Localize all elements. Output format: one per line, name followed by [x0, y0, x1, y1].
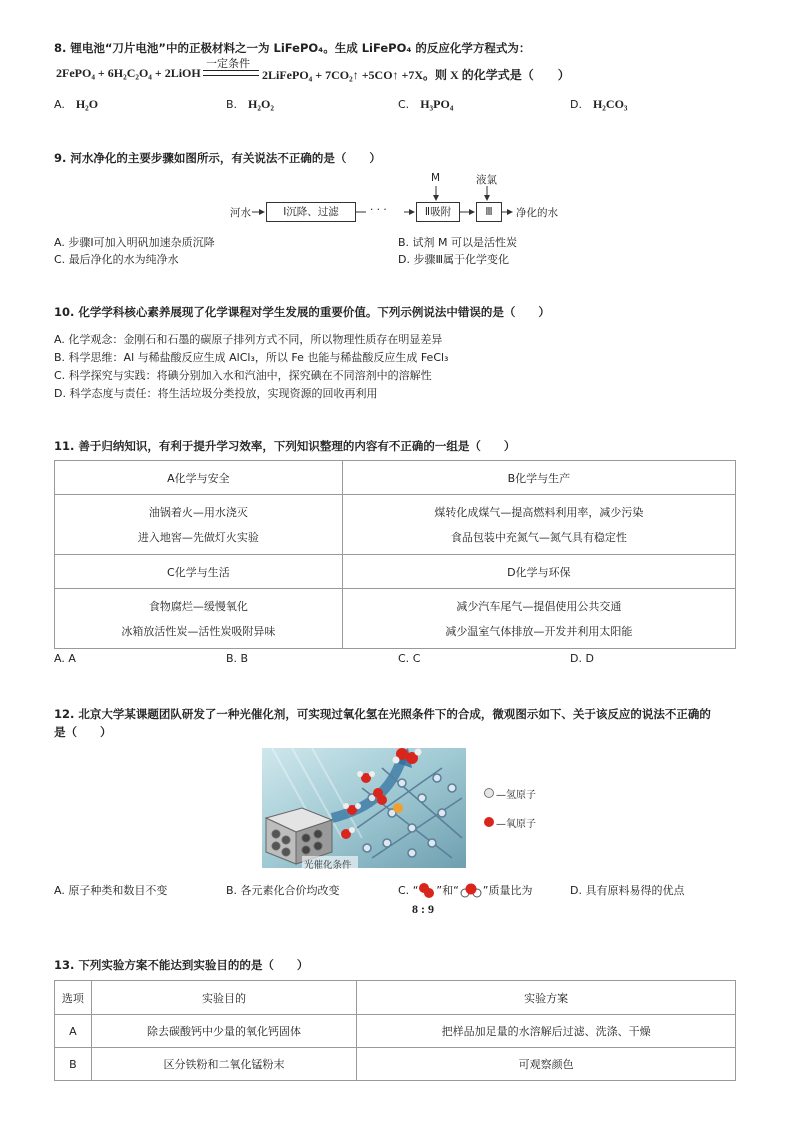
q11-stem: 11. 善于归纳知识，有利于提升学习效率，下列知识整理的内容有不正确的一组是（ ） [54, 439, 516, 453]
q13-table [54, 980, 736, 1081]
flow-step2-box: Ⅱ吸附 [416, 202, 460, 222]
q12-stem-line2: 是（ ） [54, 725, 112, 739]
q8-equation-right: 2LiFePO₄ + 7CO₂↑ +5CO↑ +7X。则 X 的化学式是（ ） [262, 68, 570, 82]
q12-image-caption: 光催化条件 [304, 860, 352, 871]
q8-equation-left: 2FePO₄ + 6H₂C₂O₄ + 2LiOH [56, 66, 201, 80]
q13-stem: 13. 下列实验方案不能达到实验目的的是（ ） [54, 958, 309, 972]
q13-row1-option: A [55, 1015, 92, 1048]
q12-legend-hydrogen: —氢原子 [496, 790, 536, 801]
q8-option-b: B. H₂O₂ [226, 97, 274, 111]
q13-row2-plan: 可观察颜色 [357, 1048, 736, 1081]
flow-start: 河水 [230, 207, 251, 219]
flow-reagent-cl: 液氯 [476, 174, 497, 186]
q11-table [54, 460, 736, 649]
q9-option-a: A. 步骤Ⅰ可加入明矾加速杂质沉降 [54, 236, 215, 249]
q13-row2-option: B [55, 1048, 92, 1081]
flow-dots: · · · [370, 204, 387, 216]
flow-reagent-m: M [431, 172, 441, 184]
q12-micro-illustration [262, 748, 466, 868]
q9-option-b: B. 试剂 M 可以是活性炭 [398, 236, 518, 249]
q10-option-b: B. 科学思维：Al 与稀盐酸反应生成 AlCl₃，所以 Fe 也能与稀盐酸反应生成 FeCl₃ [54, 351, 449, 364]
q8-option-a: A. H₂O [54, 97, 99, 111]
q12-legend-oxygen: —氧原子 [496, 819, 536, 830]
q11-c-head: C化学与生活 [55, 555, 343, 589]
flow-end: 净化的水 [516, 207, 558, 219]
q8-option-d: D. H₂CO₃ [570, 97, 628, 111]
catalyst-cube [266, 808, 332, 864]
q8-option-c: C. H₃PO₄ [398, 97, 454, 111]
q10-option-a: A. 化学观念：金刚石和石墨的碳原子排列方式不同，所以物理性质存在明显差异 [54, 333, 443, 346]
hydrogen-legend-icon [483, 787, 495, 799]
q11-d-content: 减少汽车尾气—提倡使用公共交通 减少温室气体排放—开发并利用太阳能 [342, 589, 735, 649]
q11-option-b: B. B [226, 652, 249, 665]
q11-a-content: 油锅着火—用水浇灭 进入地窖—先做灯火实验 [55, 495, 343, 555]
q12-option-a: A. 原子种类和数目不变 [54, 884, 168, 897]
q12-option-c: C. “ ”和“ ”质量比为 [398, 884, 533, 897]
q11-option-d: D. D [570, 652, 594, 665]
q9-stem: 9. 河水净化的主要步骤如图所示，有关说法不正确的是（ ） [54, 151, 381, 165]
q11-d-head: D化学与环保 [342, 555, 735, 589]
q11-option-a: A. A [54, 652, 76, 665]
q13-head-option: 选项 [55, 981, 92, 1015]
hydrogen-molecule-icon [418, 882, 436, 898]
q11-b-head: B化学与生产 [342, 461, 735, 495]
flow-step1-box: Ⅰ沉降、过滤 [266, 202, 356, 222]
oxygen-legend-icon [483, 816, 495, 828]
q10-option-c: C. 科学探究与实践：将碘分别加入水和汽油中，探究碘在不同溶剂中的溶解性 [54, 369, 432, 382]
q9-option-d: D. 步骤Ⅲ属于化学变化 [398, 253, 510, 266]
q8-stem: 8. 锂电池“刀片电池”中的正极材料之一为 LiFePO₄。生成 LiFePO₄ 的反应化学方程式为： [54, 41, 531, 55]
q11-b-content: 煤转化成煤气—提高燃料利用率，减少污染 食品包装中充氮气—氮气具有稳定性 [342, 495, 735, 555]
q13-head-goal: 实验目的 [91, 981, 356, 1015]
q13-row2-goal: 区分铁粉和二氧化锰粉末 [91, 1048, 356, 1081]
q12-stem-line1: 12. 北京大学某课题团队研发了一种光催化剂，可实现过氧化氢在光照条件下的合成，微观图示如下、关于该反应的说法不正确的 [54, 707, 711, 721]
q13-row1-plan: 把样品加足量的水溶解后过滤、洗涤、干燥 [357, 1015, 736, 1048]
q11-a-head: A化学与安全 [55, 461, 343, 495]
q12-option-d: D. 具有原料易得的优点 [570, 884, 685, 897]
q8-condition: 一定条件 [206, 57, 250, 70]
q11-c-content: 食物腐烂—缓慢氧化 冰箱放活性炭—活性炭吸附异味 [55, 589, 343, 649]
q10-option-d: D. 科学态度与责任：将生活垃圾分类投放，实现资源的回收再利用 [54, 387, 378, 400]
flow-step3-box: Ⅲ [476, 202, 502, 222]
q13-head-plan: 实验方案 [357, 981, 736, 1015]
q12-option-b: B. 各元素化合价均改变 [226, 884, 340, 897]
q10-stem: 10. 化学学科核心素养展现了化学课程对学生发展的重要价值。下列示例说法中错误的是（ ） [54, 305, 550, 319]
q11-option-c: C. C [398, 652, 421, 665]
q9-option-c: C. 最后净化的水为纯净水 [54, 253, 179, 266]
water-molecule-icon [459, 882, 483, 898]
flow-arrows [0, 0, 794, 240]
q13-row1-goal: 除去碳酸钙中少量的氧化钙固体 [91, 1015, 356, 1048]
q12-ratio: 8 : 9 [412, 902, 434, 916]
